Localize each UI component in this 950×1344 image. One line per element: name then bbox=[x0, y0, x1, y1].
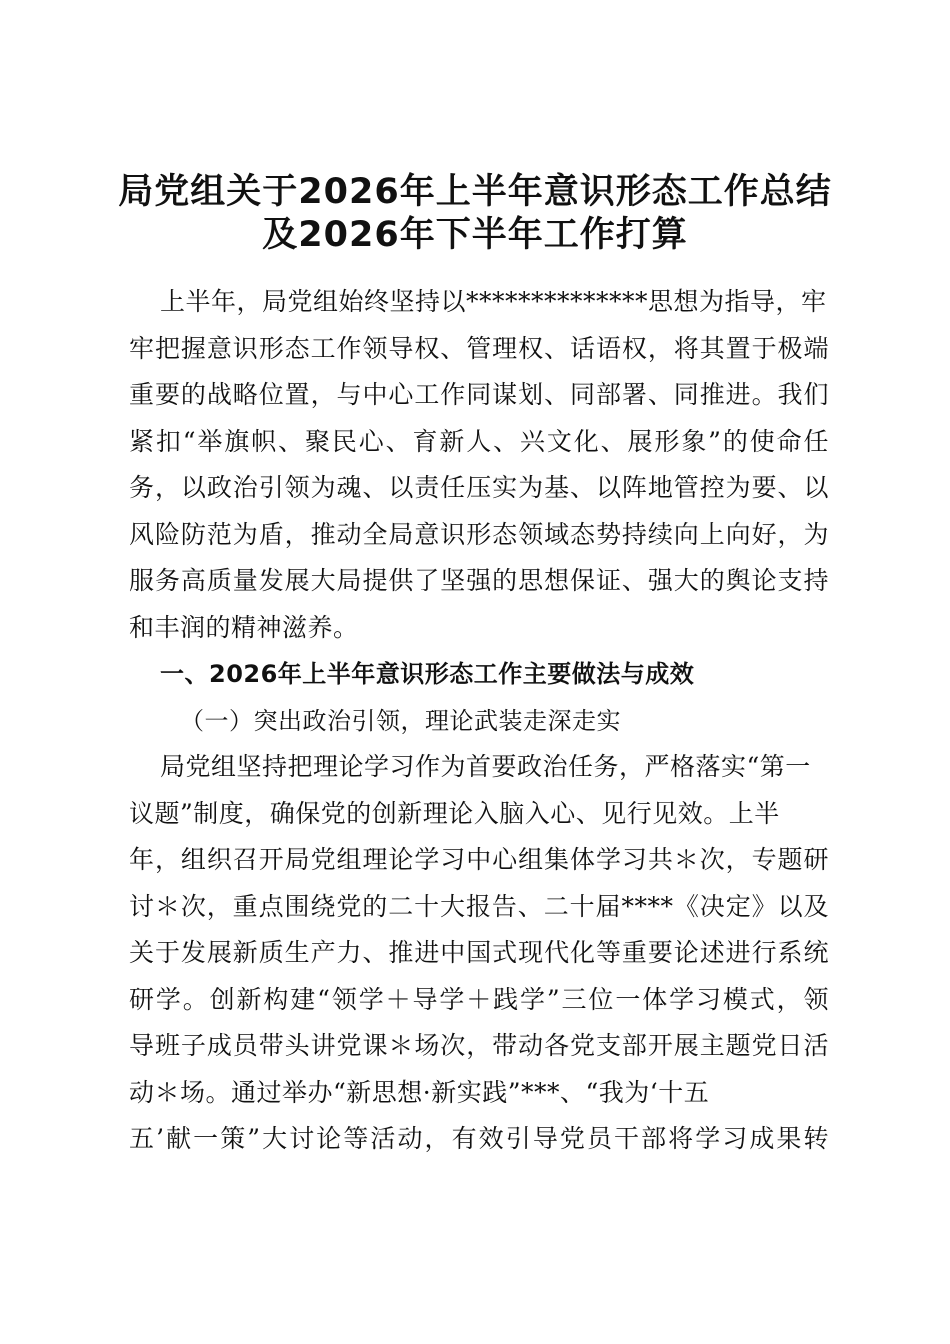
subsection-heading: （一）突出政治引领，理论武装走深走实 bbox=[180, 707, 621, 735]
document-title-line-1: 局党组关于2026年上半年意识形态工作总结 bbox=[118, 172, 832, 212]
body-line-1: 局党组坚持把理论学习作为首要政治任务，严格落实“第一 bbox=[160, 752, 811, 781]
section-heading: 一、2026年上半年意识形态工作主要做法与成效 bbox=[160, 660, 695, 688]
intro-line-3: 重要的战略位置，与中心工作同谋划、同部署、同推进。我们 bbox=[129, 380, 829, 409]
document-title-line-2: 及2026年下半年工作打算 bbox=[262, 215, 688, 255]
body-line-3: 年，组织召开局党组理论学习中心组集体学习共＊次，专题研 bbox=[129, 845, 829, 874]
intro-line-8: 和丰润的精神滋养。 bbox=[129, 613, 359, 642]
body-line-9: 五’献一策”大讨论等活动，有效引导党员干部将学习成果转 bbox=[129, 1124, 829, 1153]
body-line-6: 研学。创新构建“领学＋导学＋践学”三位一体学习模式，领 bbox=[129, 985, 829, 1014]
intro-line-7: 服务高质量发展大局提供了坚强的思想保证、强大的舆论支持 bbox=[129, 566, 829, 595]
body-line-2: 议题”制度，确保党的创新理论入脑入心、见行见效。上半 bbox=[129, 799, 780, 828]
intro-line-4: 紧扣“举旗帜、聚民心、育新人、兴文化、展形象”的使命任 bbox=[129, 427, 829, 456]
body-line-4: 讨＊次，重点围绕党的二十大报告、二十届****《决定》以及 bbox=[129, 892, 829, 921]
intro-line-1: 上半年，局党组始终坚持以**************思想为指导，牢 bbox=[160, 287, 827, 316]
body-line-5: 关于发展新质生产力、推进中国式现代化等重要论述进行系统 bbox=[129, 938, 829, 967]
intro-line-5: 务，以政治引领为魂、以责任压实为基、以阵地管控为要、以 bbox=[129, 473, 829, 502]
intro-line-2: 牢把握意识形态工作领导权、管理权、话语权，将其置于极端 bbox=[129, 334, 829, 363]
body-line-8: 动＊场。通过举办“新思想·新实践”***、“我为‘十五 bbox=[129, 1078, 710, 1107]
intro-line-6: 风险防范为盾，推动全局意识形态领域态势持续向上向好，为 bbox=[129, 520, 829, 549]
body-line-7: 导班子成员带头讲党课＊场次，带动各党支部开展主题党日活 bbox=[129, 1031, 829, 1060]
